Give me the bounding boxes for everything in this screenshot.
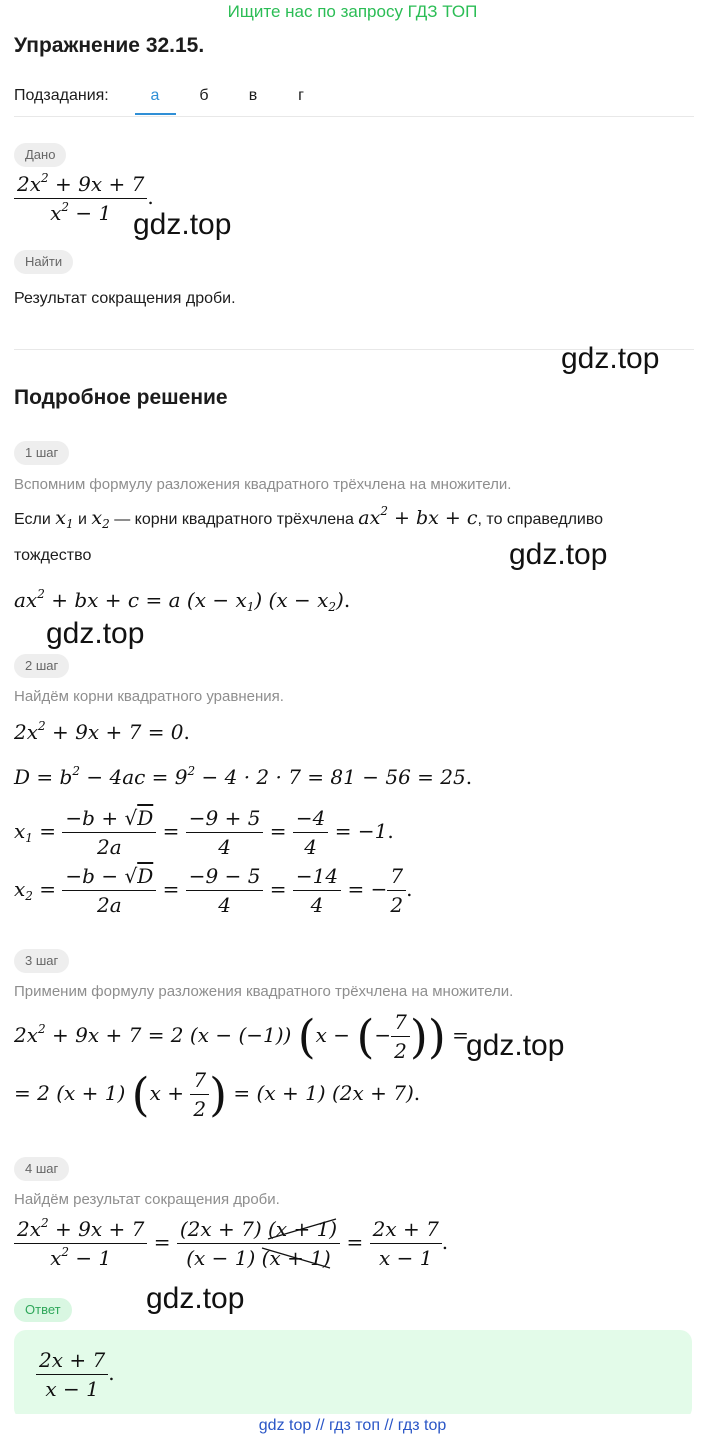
find-pill: Найти xyxy=(14,250,73,274)
answer-box xyxy=(14,1330,692,1420)
subtasks-label: Подзадания: xyxy=(14,87,109,104)
tab-b[interactable]: б xyxy=(199,87,209,104)
tab-g[interactable]: г xyxy=(298,87,304,104)
tab-a[interactable]: а xyxy=(150,87,160,104)
page-title: Упражнение 32.15. xyxy=(14,34,205,57)
given-pill: Дано xyxy=(14,143,66,167)
solution-title: Подробное решение xyxy=(14,386,228,409)
given-fraction: $\frac{2x^2 + 9x + 7}{x^2 - 1}$ . xyxy=(14,172,154,225)
quadratic-equation: $2x^2 + 9x + 7 = 0$. xyxy=(14,719,190,744)
step-1-statement: Если $x_1$ и $x_2$ — корни квадратного трёхчлена $ax^2$ + bx + c, то справедливо xyxy=(14,504,604,531)
watermark: gdz.top xyxy=(146,1282,245,1315)
factorization-line-1: $2x^2 + 9x + 7 = 2$ (x − (−1)) (x − (− $\frac{7}{2}$ )) = xyxy=(14,1009,469,1064)
step-3-pill: 3 шаг xyxy=(14,949,69,973)
factor-identity: $ax^2$ + bx + c = a $(x - x_1)$ $(x - x_2)$. xyxy=(14,587,351,614)
tab-v[interactable]: в xyxy=(248,87,258,104)
active-tab-indicator xyxy=(135,113,176,115)
discriminant: $D = b^2 - 4ac = 9^2 - 4 \cdot 2 \cdot 7 = 81 - 56 = 25$. xyxy=(14,764,473,789)
footer-links[interactable]: gdz top // гдз топ // гдз top xyxy=(0,1414,705,1440)
factorization-line-2: = 2 (x + 1) (x + $\frac{7}{2}$ ) = (x + 1) (2x + 7). xyxy=(14,1067,421,1122)
step-2-pill: 2 шаг xyxy=(14,654,69,678)
step-1-hint: Вспомним формулу разложения квадратного трёхчлена на множители. xyxy=(14,476,512,493)
root-x1: $x_1$ = $\frac{-b + √D}{2a}$ = $\frac{-9 + 5}{4}$ = $\frac{-4}{4}$ = −1. xyxy=(14,806,394,859)
watermark: gdz.top xyxy=(133,208,232,241)
watermark: gdz.top xyxy=(509,538,608,571)
step-4-hint: Найдём результат сокращения дроби. xyxy=(14,1191,280,1208)
top-banner: Ищите нас по запросу ГДЗ ТОП xyxy=(227,2,478,21)
tabs-divider xyxy=(14,116,694,117)
step-4-pill: 4 шаг xyxy=(14,1157,69,1181)
step-1-statement-cont: тождество xyxy=(14,547,92,564)
step-1-pill: 1 шаг xyxy=(14,441,69,465)
answer-pill: Ответ xyxy=(14,1298,72,1322)
root-x2: $x_2$ = $\frac{-b - √D}{2a}$ = $\frac{-9 - 5}{4}$ = $\frac{-14}{4}$ = − $\frac{7}{2}$ . xyxy=(14,864,413,917)
watermark: gdz.top xyxy=(466,1029,565,1062)
watermark: gdz.top xyxy=(46,617,145,650)
step-2-hint: Найдём корни квадратного уравнения. xyxy=(14,688,284,705)
step-3-hint: Применим формулу разложения квадратного трёхчлена на множители. xyxy=(14,983,514,1000)
watermark: gdz.top xyxy=(561,342,660,375)
find-text: Результат сокращения дроби. xyxy=(14,290,236,307)
answer-fraction: $\frac{2x + 7}{x - 1}$ . xyxy=(36,1348,115,1401)
reduction: $\frac{2x^2 + 9x + 7}{x^2 - 1}$ = $\frac{(2x + 7) (x + 1)}{(x - 1) (x + 1)}$ = $\frac{2x + 7}{x - 1}$ . xyxy=(14,1217,448,1270)
